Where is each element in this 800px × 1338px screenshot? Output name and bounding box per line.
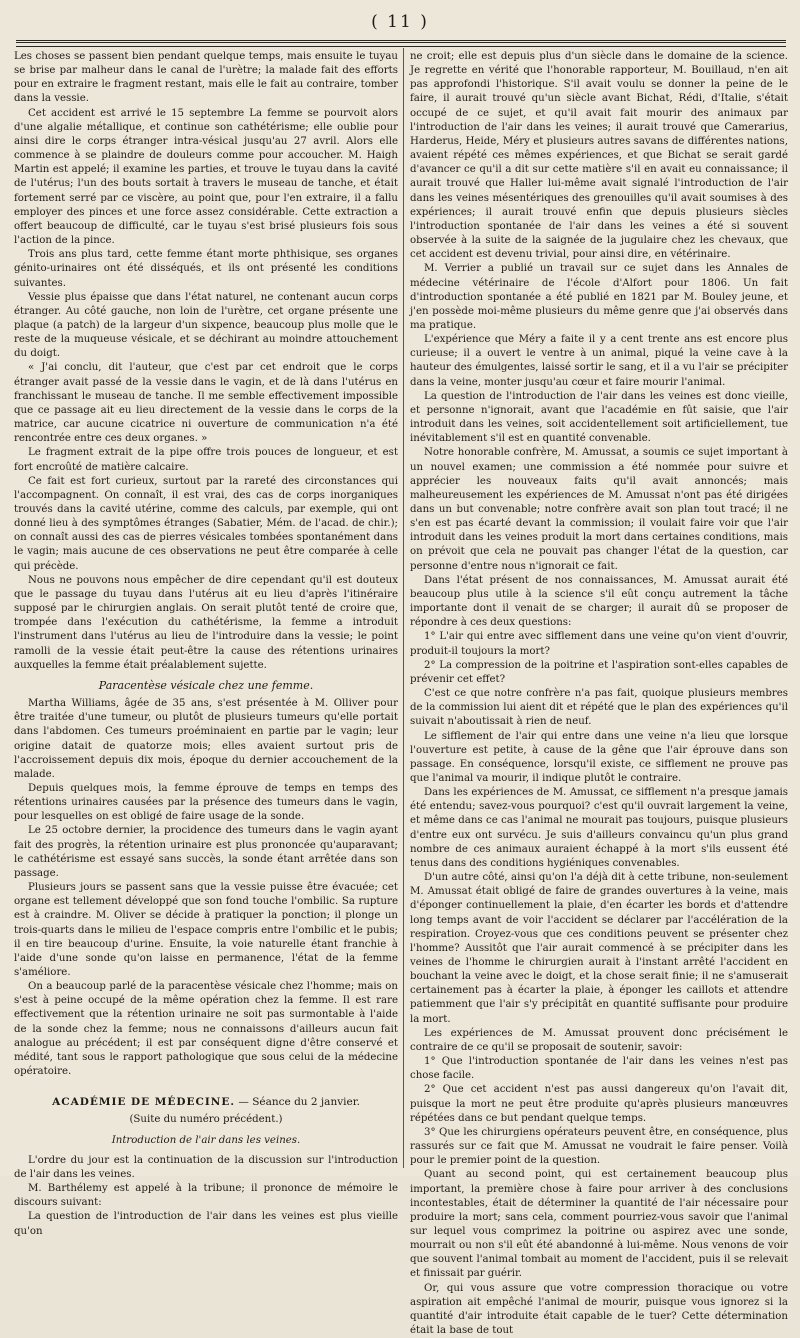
academy-heading	[14, 1095, 398, 1109]
session-date: — Séance du 2 janvier.	[235, 1096, 360, 1109]
paragraph: Depuis quelques mois, la femme éprouve de temps en temps des rétentions urinaires causées par la présence des tumeurs dans le vagin, pour lesquelles on est obligé de faire usage de la sonde.	[14, 782, 398, 823]
paragraph: Ce fait est fort curieux, surtout par la rareté des circonstances qui l'accompagnent. On connaît, il est vrai, des cas de corps inorganiques trouvés dans la cavité utérine, comme des calculs, par exemple, qui ont donné lieu à des symptômes étranges (Sabatier, Mém. de l'acad. de chir.); on connaît aussi des cas de pierres vésicales tombées spontanément dans le vagin; mais aucune de ces observations ne peut être comparée à celle qui précède.	[14, 475, 398, 572]
paragraph: 1° Que l'introduction spontanée de l'air dans les veines n'est pas chose facile.	[410, 1056, 788, 1082]
paragraph: Le 25 octobre dernier, la procidence des tumeurs dans le vagin ayant fait des progrès, la rétention urinaire est plus prononcée qu'auparavant; le cathétérisme est essayé sans succès, la sonde étant arrêtée dans son passage.	[14, 825, 398, 879]
article-continuation	[14, 50, 398, 673]
paragraph: Les choses se passent bien pendant quelque temps, mais ensuite le tuyau se brise par malheur dans le canal de l'urètre; la malade fait des efforts pour en extraire le fragment restant, mais elle le fait au contraire, tomber dans la vessie.	[14, 51, 398, 105]
paragraph: Le fragment extrait de la pipe offre trois pouces de longueur, et est fort encroûté de matière calcaire.	[14, 447, 398, 473]
paragraph: L'ordre du jour est la continuation de la discussion sur l'introduction de l'air dans les veines.	[14, 1154, 398, 1180]
header-rule	[16, 40, 786, 47]
paragraph: Dans l'état présent de nos connaissances, M. Amussat aurait été beaucoup plus utile à la science s'il eût conçu autrement la tâche importante dont il venait de se charger; il aurait dû se proposer de répondre à ces deux questions:	[410, 574, 788, 629]
paragraph: Martha Williams, âgée de 35 ans, s'est présentée à M. Olliver pour être traitée d'une tumeur, ou plutôt de plusieurs tumeurs qu'elle portait dans l'abdomen. Ces tumeurs proéminaient en partie par le vagin; leur origine datait de quatorze mois; elles avaient surtout pris de l'accroissement depuis dix mois, époque du dernier accouchement de la malade.	[14, 698, 398, 780]
article-paracentese	[14, 697, 398, 1079]
paragraph: M. Barthélemy est appelé à la tribune; il prononce de mémoire le discours suivant:	[14, 1183, 398, 1209]
paragraph: On a beaucoup parlé de la paracentèse vésicale chez l'homme; mais on s'est à peine occupé de la même opération chez la femme. Il est rare effectivement que la rétention urinaire ne soit pas surmontable à l'aide de la sonde chez la femme; nous ne connaissons d'ailleurs aucun fait analogue au précédent; il est par conséquent digne d'être conservé et médité, tant sous le rapport pathologique que sous celui de la médecine opératoire.	[14, 981, 398, 1078]
paragraph: Plusieurs jours se passent sans que la vessie puisse être évacuée; cet organe est tellement développé que son fond touche l'ombilic. Sa rupture est à craindre. M. Oliver se décide à pratiquer la ponction; il plonge un trois-quarts dans le milieu de l'espace compris entre l'ombilic et le pubis; il en tire beaucoup d'urine. Ensuite, la voie naturelle étant franchie à l'aide d'une sonde qu'on laisse en permanence, l'état de la femme s'améliore.	[14, 882, 398, 978]
academy-name: ACADÉMIE DE MÉDECINE.	[52, 1096, 236, 1109]
paragraph: Quant au second point, qui est certainement beaucoup plus important, la première chose à faire pour arriver à des conclusions incontestables, était de déterminer la quantité de l'air nécessaire pour produire la mort; sans cela, comment pourriez-vous savoir que l'animal sur lequel vous comprimez la poitrine ou aspirez avec une sonde, mourrait ou non s'il eût été abandonné à lui-même. Nous venons de voir que souvent l'animal tombait au moment de l'accident, puis il se relevait et finissait par guérir.	[410, 1169, 788, 1280]
paragraph: 3° Que les chirurgiens opérateurs peuvent être, en conséquence, plus rassurés sur ce fait que M. Amussat ne voudrait le faire penser. Voilà pour le premier point de la question.	[410, 1126, 788, 1167]
paragraph: M. Verrier a publié un travail sur ce sujet dans les Annales de médecine vétérinaire de l'école d'Alfort pour 1806. Un fait d'introduction spontanée a été publié en 1821 par M. Bouley jeune, et j'en possède moi-même plusieurs du même genre que j'ai observés dans ma pratique.	[410, 263, 788, 331]
paragraph: Les expériences de M. Amussat prouvent donc précisément le contraire de ce qu'il se proposait de soutenir, savoir:	[410, 1027, 788, 1053]
paragraph: Le sifflement de l'air qui entre dans une veine n'a lieu que lorsque l'ouverture est petite, à cause de la gêne que l'air éprouve dans son passage. En conséquence, lorsqu'il existe, ce sifflement ne prouve pas que l'animal va mourir, il indique plutôt le contraire.	[410, 730, 788, 784]
paragraph: Notre honorable confrère, M. Amussat, a soumis ce sujet important à un nouvel examen; une commission a été nommée pour suivre et apprécier les nouveaux faits qu'il avait annoncés; mais malheureusement les expériences de M. Amussat n'ont pas été dirigées dans un but convenable; notre confrère avait son plan tout tracé; il ne s'en est pas écarté devant la commission; il voulait faire voir que l'air introduit dans les veines produit la mort dans certaines conditions, mais on prévoit que cela ne pouvait pas changer l'état de la question, car personne d'entre nous n'ignorait ce fait.	[410, 447, 788, 572]
right-column	[410, 50, 788, 1337]
paragraph: L'expérience que Méry a faite il y a cent trente ans est encore plus curieuse; il a ouvert le ventre à un animal, piqué la veine cave à la hauteur des émulgentes, laissé sortir le sang, et il a vu l'air se précipiter dans la veine, monter jusqu'au cœur et faire mourir l'animal.	[410, 334, 788, 388]
paragraph: D'un autre côté, ainsi qu'on l'a déjà dit à cette tribune, non-seulement M. Amussat était obligé de faire de grandes ouvertures à la veine, mais d'éponger continuellement la plaie, d'en écarter les bords et d'attendre long temps avant de voir l'accident se déclarer par l'accélération de la respiration. Croyez-vous que ces conditions peuvent se présenter chez l'homme? Aussitôt que l'air aurait commencé à se précipiter dans les veines de l'homme le chirurgien aurait à l'instant arrêté l'accident en bouchant la veine avec le doigt, et la chose serait finie; il ne s'amuserait certainement pas à écarter la plaie, à éponger les caillots et attendre patiemment que l'air s'y précipitât en quantité suffisante pour produire la mort.	[410, 872, 788, 1025]
paragraph: Trois ans plus tard, cette femme étant morte phthisique, ses organes génito-urinaires ont été disséqués, et ils ont présenté les conditions suivantes.	[14, 249, 398, 289]
question: 1° L'air qui entre avec sifflement dans une veine qu'on vient d'ouvrir, produit-il toujours la mort?	[410, 631, 788, 657]
column-divider	[403, 48, 404, 1168]
page-number: ( 11 )	[371, 12, 429, 32]
question: 2° La compression de la poitrine et l'aspiration sont-elles capables de prévenir cet effet?	[410, 659, 788, 685]
paragraph: Cet accident est arrivé le 15 septembre La femme se pourvoit alors d'une algalie métallique, et continue son cathétérisme; elle oublie pour ainsi dire le corps étranger intra-vésical jusqu'au 27 avril. Alors elle commence à se plaindre de douleurs comme pour accoucher. M. Haigh Martin est appelé; il examine les parties, et trouve le tuyau dans la cavité de l'utérus; l'un des bouts sortait à travers le museau de tanche, et était fortement serré par ce viscère, au point que, pour l'en extraire, il a fallu employer des pinces et une force assez considérable. Cette extraction a offert beaucoup de difficulté, car le tuyau s'est brisé plusieurs fois sous l'action de la pince.	[14, 107, 398, 247]
article-air-veines	[14, 1154, 398, 1239]
paragraph: Dans les expériences de M. Amussat, ce sifflement n'a presque jamais été entendu; savez-vous pourquoi? c'est qu'il ouvrait largement la veine, et même dans ce cas l'animal ne mourait pas toujours, puisque plusieurs d'entre eux ont survécu. Je suis d'ailleurs convaincu qu'un plus grand nombre de ces animaux auraient échappé à la mort s'ils eussent été tenus dans des conditions hygiéniques convenables.	[410, 787, 788, 869]
left-column	[14, 50, 398, 1237]
paragraph: 2° Que cet accident n'est pas aussi dangereux qu'on l'avait dit, puisque la mort ne peut être produite qu'après plusieurs manœuvres répétées dans ce but pendant quelque temps.	[410, 1084, 788, 1124]
article-subtitle: Introduction de l'air dans les veines.	[111, 1134, 301, 1146]
paragraph: ne croit; elle est depuis plus d'un siècle dans le domaine de la science. Je regrette en vérité que l'honorable rapporteur, M. Bouillaud, n'en ait pas approfondi l'historique. S'il avait voulu se donner la peine de le faire, il aurait trouvé qu'un siècle avant Bichat, Rédi, d'Italie, s'était occupé de ce sujet, et qu'il avait fait mourir des animaux par l'introduction de l'air dans les veines; il aurait trouvé que Camerarius, Harderus, Heide, Méry et plusieurs autres savans de différentes nations, avaient répété ces mêmes expériences, et que Bichat se serait gardé d'avancer ce qu'il a dit sur cette matière s'il en avait eu connaissance; il aurait trouvé que Haller lui-même avait signalé l'introduction de l'air dans les veines mésentériques des grenouilles qu'il avait soumises à des expériences; il aurait trouvé enfin que depuis plusieurs siècles l'introduction spontanée de l'air dans les veines a été si souvent observée à la suite de la saignée de la jugulaire chez les chevaux, que cet accident est devenu trivial, pour ainsi dire, en vétérinaire.	[410, 51, 788, 261]
paragraph: Nous ne pouvons nous empêcher de dire cependant qu'il est douteux que le passage du tuyau dans l'utérus ait eu lieu d'après l'itinéraire supposé par le chirurgien anglais. On serait plutôt tenté de croire que, trompée dans l'exécution du cathétérisme, la femme a introduit l'instrument dans l'utérus au lieu de l'introduire dans la vessie; le point ramolli de la vessie était peut-être la cause des rétentions urinaires auxquelles la femme était préalablement sujette.	[14, 574, 398, 671]
paragraph: La question de l'introduction de l'air dans les veines est donc vieille, et personne n'ignorait, avant que l'académie en fût saisie, que l'air introduit dans les veines, soit accidentellement soit artificiellement, tue inévitablement s'il est en quantité convenable.	[410, 390, 788, 445]
paragraph: Or, qui vous assure que votre compression thoracique ou votre aspiration ait empêché l'animal de mourir, puisque vous ignorez si la quantité d'air introduite était capable de le tuer? Cette détermination était la base de tout	[410, 1282, 788, 1337]
paragraph: Vessie plus épaisse que dans l'état naturel, ne contenant aucun corps étranger. Au côté gauche, non loin de l'urètre, cet organe présente une plaque (a patch) de la largeur d'un sixpence, beaucoup plus molle que le reste de la muqueuse vésicale, et se déchirant au moindre attouchement du doigt.	[14, 291, 398, 360]
section-title: Paracentèse vésicale chez une femme.	[98, 678, 314, 692]
continuation-note: (Suite du numéro précédent.)	[129, 1114, 283, 1126]
paragraph: « J'ai conclu, dit l'auteur, que c'est par cet endroit que le corps étranger avait passé de la vessie dans le vagin, et de là dans l'utérus en franchissant le museau de tanche. Il me semble effectivement impossible que ce passage ait eu lieu directement de la vessie dans le corps de la matrice, car aucune cicatrice ni ouverture de communication n'a été rencontrée entre ces deux organes. »	[14, 362, 398, 445]
paragraph: C'est ce que notre confrère n'a pas fait, quoique plusieurs membres de la commission lui aient dit et répété que le plan des expériences qu'il suivait n'aboutissait à rien de neuf.	[410, 688, 788, 728]
paragraph: La question de l'introduction de l'air dans les veines est plus vieille qu'on	[14, 1211, 398, 1237]
